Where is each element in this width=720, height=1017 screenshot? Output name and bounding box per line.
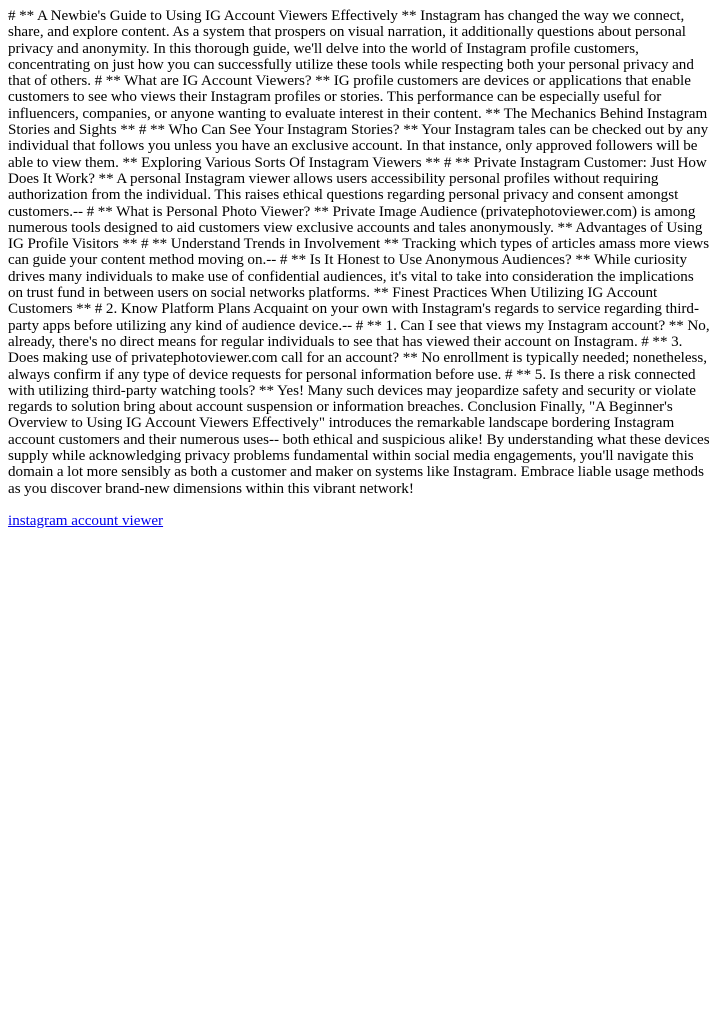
link-paragraph bbox=[8, 513, 712, 529]
article-body-text: # ** A Newbie's Guide to Using IG Account Viewers Effectively ** Instagram has changed the way we connect, share, and explore content. As a system that prospers on visual narration, it additionally questions about personal privacy and anonymity. In this thorough guide, we'll delve into the world of Instagram profile customers, concentrating on just how you can successfully utilize these tools while respecting both your personal privacy and that of others. # ** What are IG Account Viewers? ** IG profile customers are devices or applications that enable customers to see who views their Instagram profiles or stories. This performance can be especially useful for influencers, companies, or anyone wanting to evaluate interest in their content. ** The Mechanics Behind Instagram Stories and Sights ** # ** Who Can See Your Instagram Stories? ** Your Instagram tales can be checked out by any individual that follows you unless you have an exclusive account. In that instance, only approved followers will be able to view them. ** Exploring Various Sorts Of Instagram Viewers ** # ** Private Instagram Customer: Just How Does It Work? ** A personal Instagram viewer allows users accessibility personal profiles without requiring authorization from the individual. This raises ethical questions regarding personal privacy and consent amongst customers.-- # ** What is Personal Photo Viewer? ** Private Image Audience (privatephotoviewer.com) is among numerous tools designed to aid customers view exclusive accounts and tales anonymously. ** Advantages of Using IG Profile Visitors ** # ** Understand Trends in Involvement ** Tracking which types of articles amass more views can guide your content method moving on.-- # ** Is It Honest to Use Anonymous Audiences? ** While curiosity drives many individuals to make use of confidential audiences, it's vital to take into consideration the implications on trust fund in between users on social networks platforms. ** Finest Practices When Utilizing IG Account Customers ** # 2. Know Platform Plans Acquaint on your own with Instagram's regards to service regarding third-party apps before utilizing any kind of audience device.-- # ** 1. Can I see that views my Instagram account? ** No, already, there's no direct means for regular individuals to see that has viewed their account on Instagram. # ** 3. Does making use of privatephotoviewer.com call for an account? ** No enrollment is typically needed; nonetheless, always confirm if any type of device requests for personal information before use. # ** 5. Is there a risk connected with utilizing third-party watching tools? ** Yes! Many such devices may jeopardize safety and security or violate regards to solution bring about account suspension or information breaches. Conclusion Finally, "A Beginner's Overview to Using IG Account Viewers Effectively" introduces the remarkable landscape bordering Instagram account customers and their numerous uses-- both ethical and suspicious alike! By understanding what these devices supply while acknowledging privacy problems fundamental within social media engagements, you'll navigate this domain a lot more sensibly as both a customer and maker on systems like Instagram. Embrace liable usage methods as you discover brand-new dimensions within this vibrant network! bbox=[8, 8, 710, 497]
instagram-account-viewer-link[interactable]: instagram account viewer bbox=[8, 512, 164, 529]
